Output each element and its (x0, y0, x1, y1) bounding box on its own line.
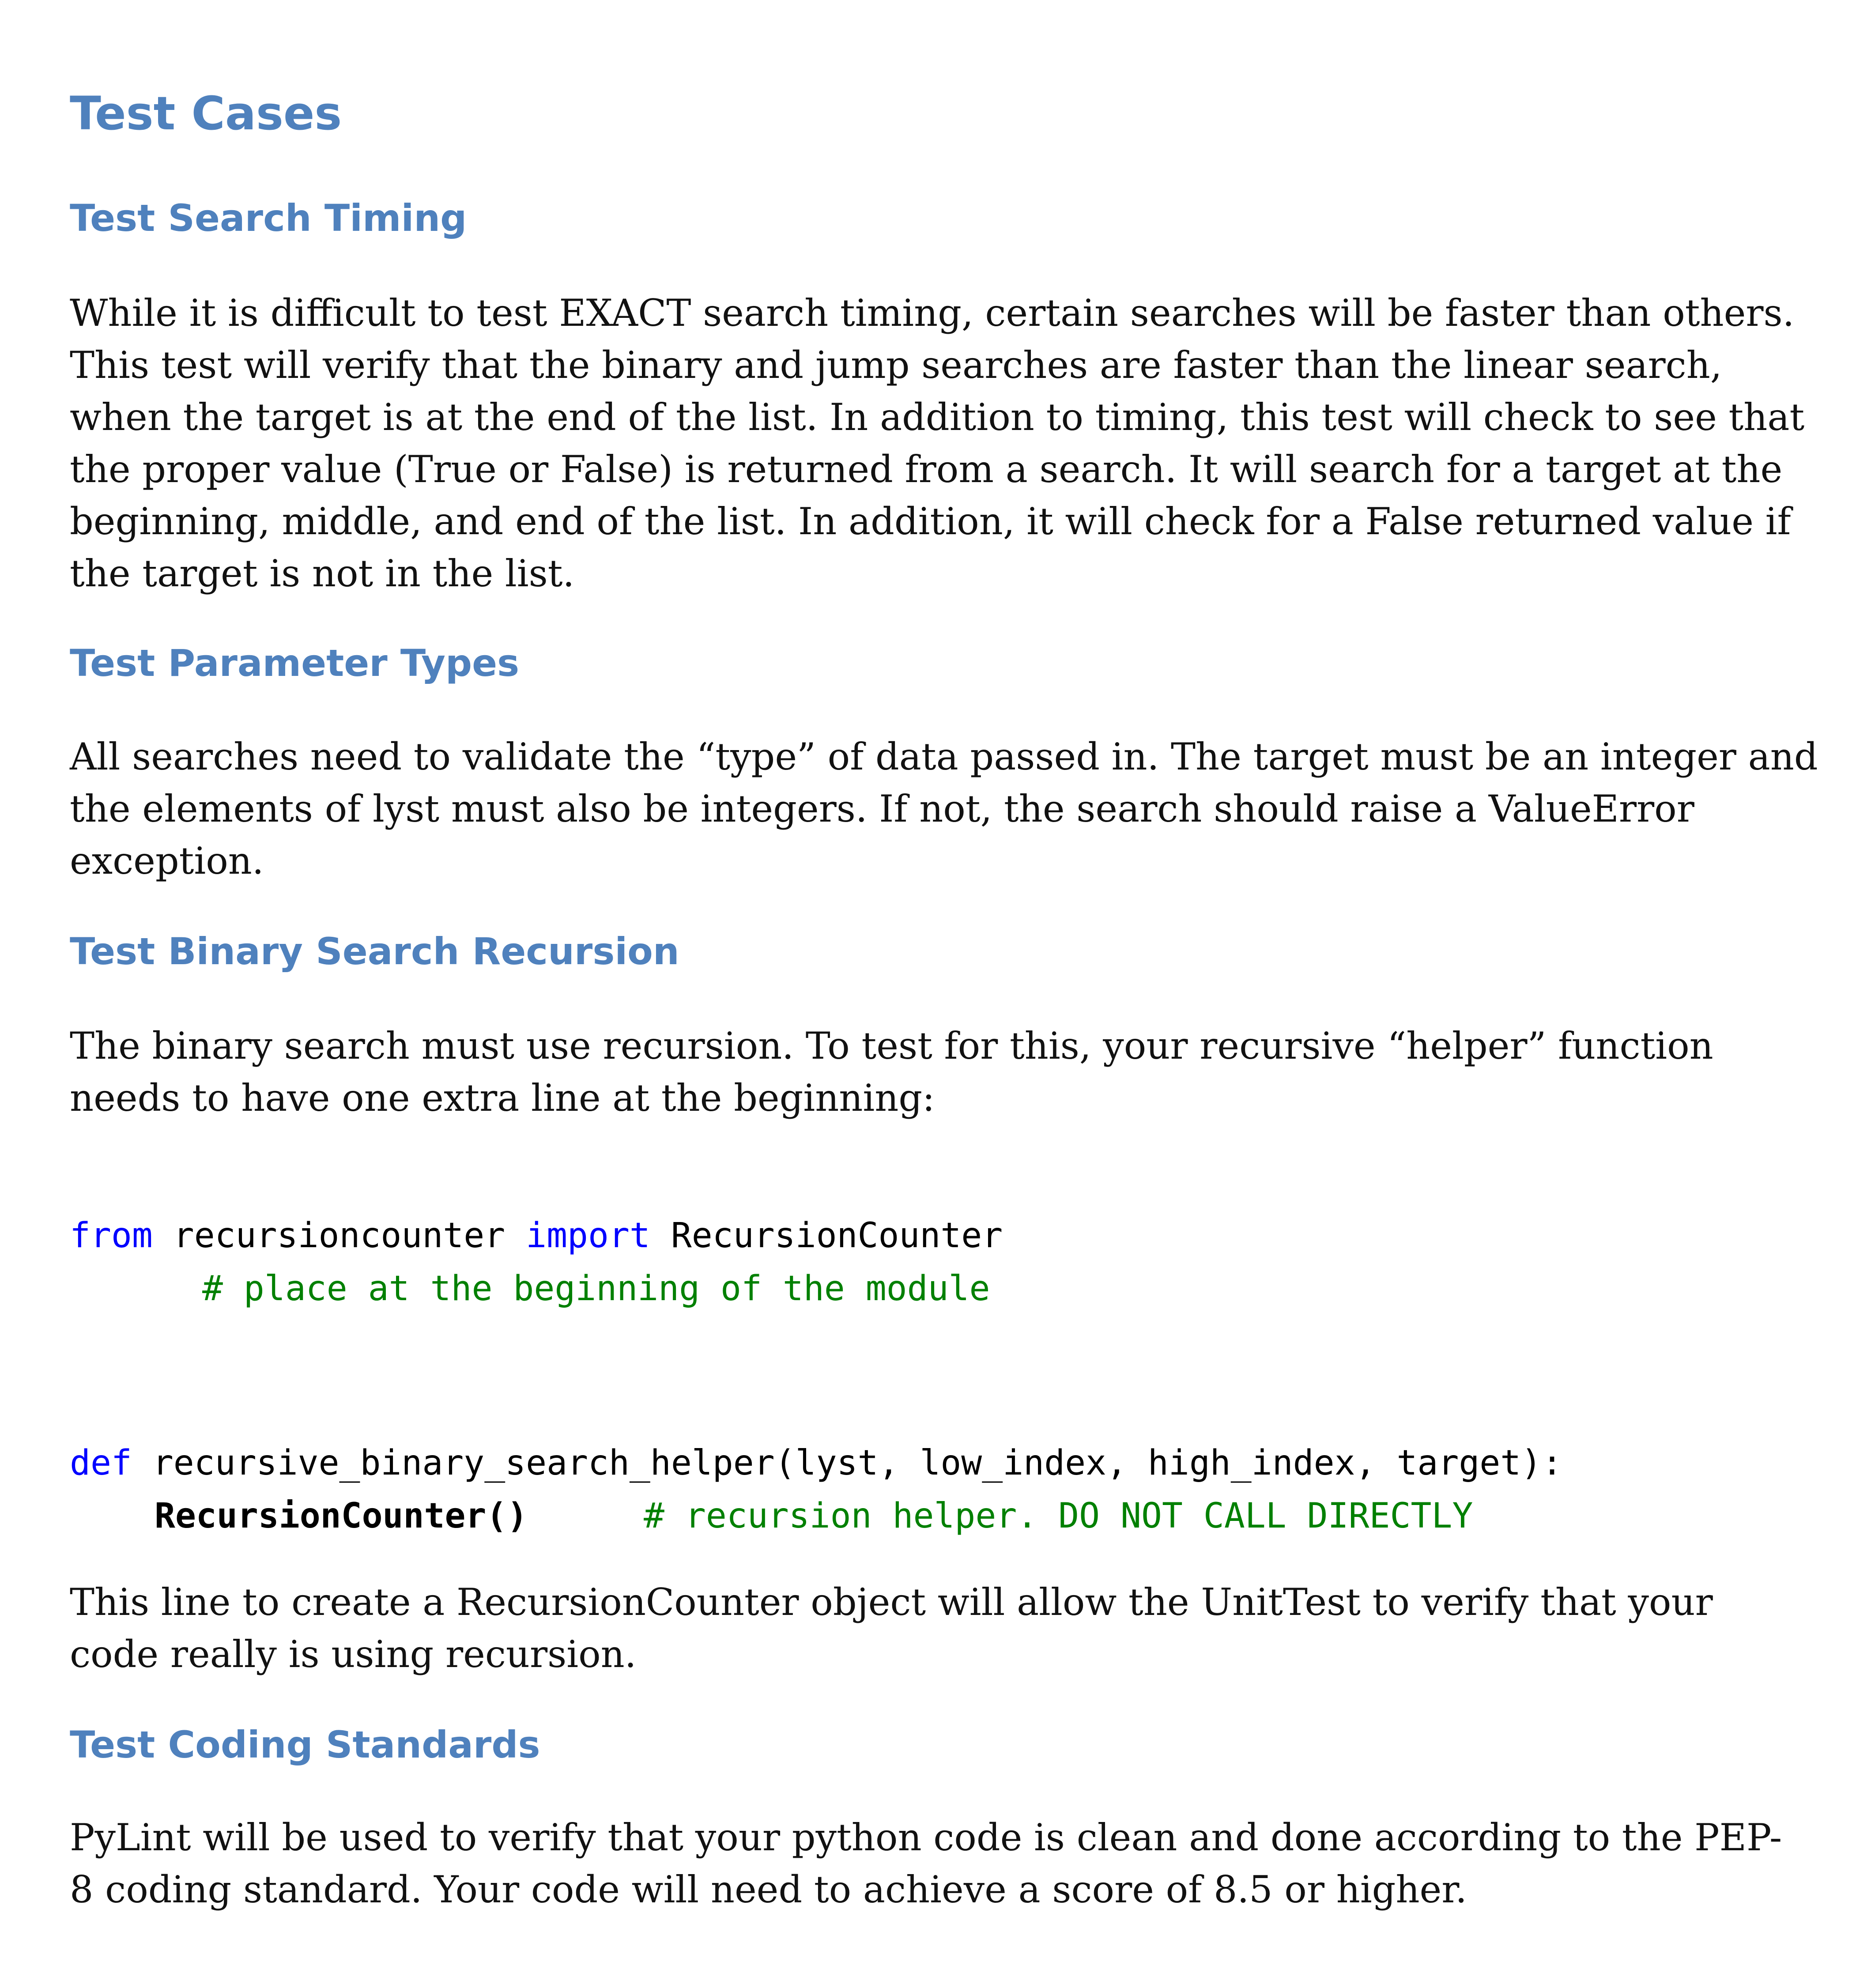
text-line: This line to create a RecursionCounter object will allow the UnitTest to verify that your (70, 1581, 1713, 1624)
text-line: the elements of lyst must also be integers. If not, the search should raise a ValueError (70, 787, 1694, 830)
text-line: when the target is at the end of the list. In addition to timing, this test will check to see that (70, 396, 1805, 439)
heading-test-search-timing: Test Search Timing (70, 196, 467, 240)
code-call: RecursionCounter() (155, 1496, 528, 1536)
paragraph-parameter-types (70, 731, 1818, 887)
text-line: PyLint will be used to verify that your python code is clean and done according to the PEP- (70, 1816, 1782, 1859)
text-line: needs to have one extra line at the beginning: (70, 1076, 935, 1120)
text-line: the target is not in the list. (70, 552, 575, 595)
text-line: All searches need to validate the “type” of data passed in. The target must be an integer and (70, 735, 1818, 778)
text-line: beginning, middle, and end of the list. In addition, it will check for a False returned value if (70, 500, 1791, 543)
code-line-call (155, 1496, 528, 1536)
text-line: exception. (70, 839, 264, 883)
paragraph-binary-recursion (70, 1020, 1792, 1124)
paragraph-coding-standards (70, 1811, 1792, 1916)
code-comment: # recursion helper. DO NOT CALL DIRECTLY (644, 1496, 1473, 1536)
text-line: the proper value (True or False) is returned from a search. It will search for a target at the (70, 448, 1783, 491)
code-line-call-comment (644, 1496, 1473, 1536)
text-line: This test will verify that the binary and jump searches are faster than the linear search, (70, 343, 1722, 387)
paragraph-search-timing (70, 287, 1805, 600)
code-keyword: from (70, 1216, 153, 1256)
text-line: 8 coding standard. Your code will need to achieve a score of 8.5 or higher. (70, 1868, 1467, 1911)
code-text: recursive_binary_search_helper(lyst, low_index, high_index, target): (132, 1443, 1563, 1483)
text-line: code really is using recursion. (70, 1633, 637, 1676)
page-title: Test Cases (70, 87, 342, 140)
code-line-import-comment (202, 1269, 990, 1309)
code-line-def (70, 1443, 1563, 1483)
code-keyword: import (526, 1216, 650, 1256)
code-comment: # place at the beginning of the module (202, 1269, 990, 1309)
paragraph-recursion-counter (70, 1576, 1792, 1680)
code-text: RecursionCounter (650, 1216, 1003, 1256)
heading-test-coding-standards: Test Coding Standards (70, 1723, 540, 1766)
text-line: The binary search must use recursion. To test for this, your recursive “helper” function (70, 1024, 1713, 1068)
heading-test-parameter-types: Test Parameter Types (70, 641, 520, 685)
code-text: recursioncounter (152, 1216, 526, 1256)
code-keyword: def (70, 1443, 132, 1483)
code-line-import (70, 1216, 1003, 1256)
text-line: While it is difficult to test EXACT search timing, certain searches will be faster than others. (70, 291, 1795, 335)
heading-test-binary-search-recursion: Test Binary Search Recursion (70, 930, 679, 973)
